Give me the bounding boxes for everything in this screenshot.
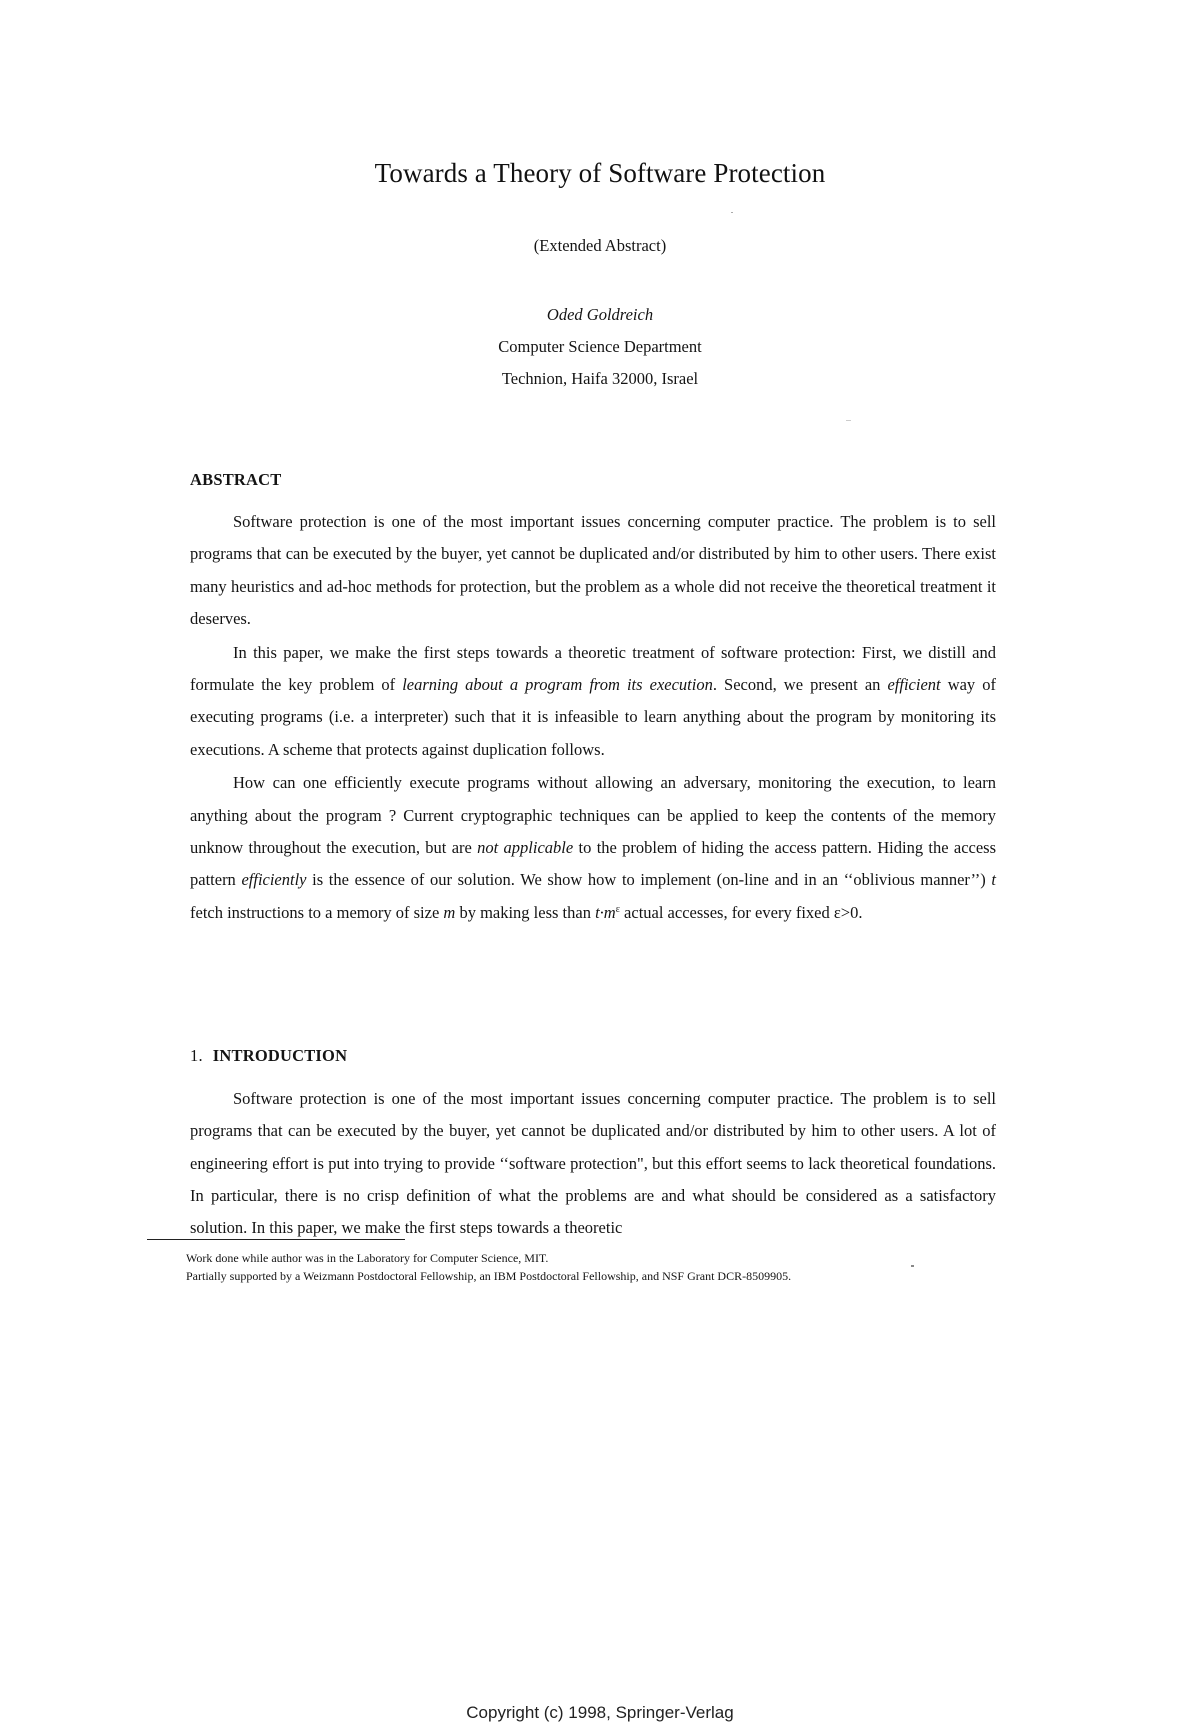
scan-speck bbox=[846, 420, 851, 421]
abstract-paragraph: Software protection is one of the most important issues concerning computer practice. The problem is to sell programs that can be executed by the buyer, yet cannot be duplicated and/or distributed by him to other users. There exist many heuristics and ad-hoc methods for protection, but the problem as a whole did not receive the theoretical treatment it deserves. bbox=[190, 512, 996, 628]
footnote-divider bbox=[147, 1239, 405, 1240]
author-block bbox=[0, 299, 1200, 395]
footnotes bbox=[186, 1250, 946, 1285]
paper-title: Towards a Theory of Software Protection bbox=[374, 158, 826, 188]
introduction-heading: 1. INTRODUCTION bbox=[190, 1046, 348, 1065]
author-department: Computer Science Department bbox=[498, 337, 702, 356]
copyright-notice: Copyright (c) 1998, Springer-Verlag bbox=[466, 1703, 734, 1722]
introduction-body bbox=[190, 1083, 996, 1246]
abstract-heading: ABSTRACT bbox=[190, 470, 282, 489]
abstract-paragraph: In this paper, we make the first steps towards a theoretic treatment of software protection: First, we distill and formulate the key problem of learning about a program from its execution. Second, we present an efficient way of executing programs (i.e. a interpreter) such that it is infeasible to learn anything about the program by monitoring its executions. A scheme that protects against duplication follows. bbox=[190, 642, 996, 759]
abstract-paragraph: How can one efficiently execute programs without allowing an adversary, monitoring the execution, to learn anything about the program ? Current cryptographic techniques can be applied to keep the contents of the memory unknow throughout the execution, but are not applicable to the problem of hiding the access pattern. Hiding the access pattern efficiently is the essence of our solution. We show how to implement (on-line and in an ‘‘oblivious manner’’) t fetch instructions to a memory of size m by making less than $t\cdot m^\varepsilon$ actual accesses, for every fixed ε>0. bbox=[190, 773, 997, 922]
author-address: Technion, Haifa 32000, Israel bbox=[501, 369, 699, 388]
scan-speck bbox=[731, 212, 733, 213]
author-name: Oded Goldreich bbox=[546, 305, 654, 324]
abstract-body bbox=[190, 506, 996, 930]
scan-speck bbox=[911, 1265, 914, 1267]
introduction-paragraph: Software protection is one of the most important issues concerning computer practice. The problem is to sell programs that can be executed by the buyer, yet cannot be duplicated and/or distributed by him to other users. A lot of engineering effort is put into trying to provide ‘‘software protection", but this effort seems to lack theoretical foundations. In particular, there is no crisp definition of what the problems are and what should be considered as a satisfactory solution. In this paper, we make the first steps towards a theoretic bbox=[190, 1089, 996, 1238]
footnote: Partially supported by a Weizmann Postdoctoral Fellowship, an IBM Postdoctoral Fellowship, and NSF Grant DCR-8509905. bbox=[186, 1268, 792, 1283]
paper-subtitle: (Extended Abstract) bbox=[533, 236, 667, 255]
footnote: Work done while author was in the Laboratory for Computer Science, MIT. bbox=[186, 1251, 549, 1265]
